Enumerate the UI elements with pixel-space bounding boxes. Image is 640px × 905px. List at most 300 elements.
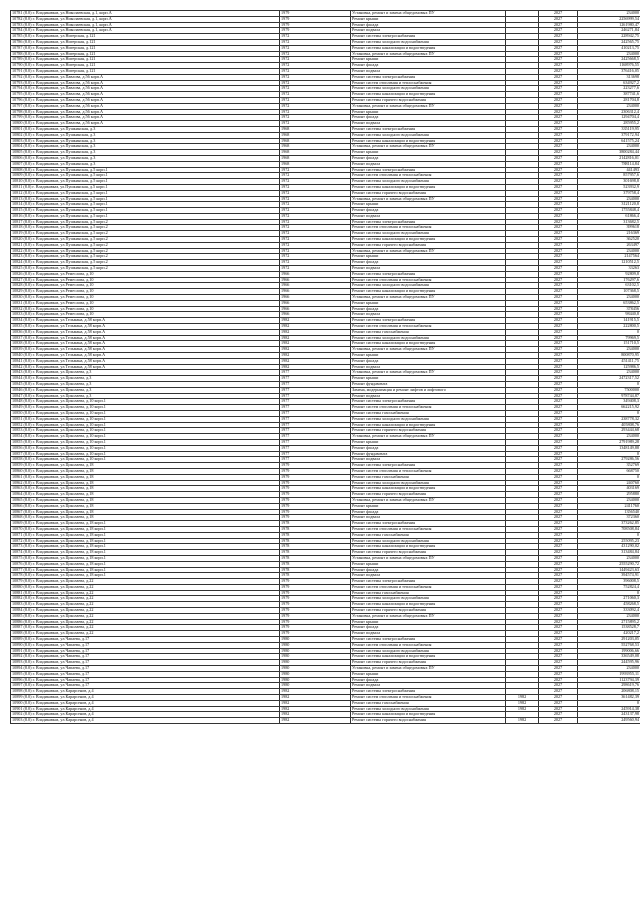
planned-year-cell: 2027 (539, 602, 578, 608)
address-cell: 10890 (8.0) г. Владикавказ, ул.Чапаева, д.17 (11, 642, 280, 648)
address-cell: 10867 (8.0) г. Владикавказ, ул.Цоколаева, д.18 (11, 509, 280, 515)
address-cell: 10900 (8.0) г. Владикавказ, ул.Карарсенов, д.4 (11, 700, 280, 706)
planned-year-cell: 2027 (539, 532, 578, 538)
address-cell: 10877 (8.0) г. Владикавказ, ул.Цоколаева, д.18 корп.1 (11, 567, 280, 573)
planned-year-cell: 2027 (539, 451, 578, 457)
address-cell: 10804 (8.0) г. Владикавказ, ул.Пушкинская, д.3 (11, 144, 280, 150)
planned-year-cell: 2027 (539, 16, 578, 22)
planned-year-cell: 2027 (539, 318, 578, 324)
address-cell: 10851 (8.0) г. Владикавказ, ул.Цоколаева, д.10 корп.1 (11, 416, 280, 422)
work-type-cell: Ремонт системы электроснабжения (351, 74, 506, 80)
cost-cell: 441493 (578, 167, 640, 173)
planned-year-cell: 2027 (539, 341, 578, 347)
cost-cell: 458268,5 (578, 602, 640, 608)
cost-cell: 378456 (578, 306, 640, 312)
address-cell: 10875 (8.0) г. Владикавказ, ул.Цоколаева, д.18 корп.1 (11, 555, 280, 561)
address-cell: 10895 (8.0) г. Владикавказ, ул.Чапаева, д.17 (11, 671, 280, 677)
cost-cell: 281704,8 (578, 97, 640, 103)
cost-cell: 1348149,88 (578, 445, 640, 451)
work-type-cell: Установка, ремонт и замена общедомовых ПУ (351, 347, 506, 353)
cost-cell: 352769 (578, 463, 640, 469)
work-type-cell: Ремонт системы канализации и водоотведения (351, 602, 506, 608)
construction-year-cell: 1968 (280, 161, 351, 167)
construction-year-cell: 1972 (280, 208, 351, 214)
planned-year-cell: 2027 (539, 405, 578, 411)
cost-cell: 61866,4 (578, 213, 640, 219)
cost-cell: 33263 (578, 266, 640, 272)
address-cell: 10837 (8.0) г. Владикавказ, ул.Тельмана, д.58 корп.А (11, 335, 280, 341)
planned-year-cell: 2027 (539, 387, 578, 393)
address-cell: 10813 (8.0) г. Владикавказ, ул.Пушкинская, д.5 корп.1 (11, 196, 280, 202)
cost-cell: 301698,8 (578, 179, 640, 185)
cost-cell: 2555290,72 (578, 561, 640, 567)
construction-year-cell: 1977 (280, 370, 351, 376)
construction-year-cell: 1966 (280, 300, 351, 306)
construction-year-cell: 1982 (280, 324, 351, 330)
address-cell: 10852 (8.0) г. Владикавказ, ул.Цоколаева, д.10 корп.1 (11, 422, 280, 428)
work-type-cell: Установка, ремонт и замена общедомовых ПУ (351, 196, 506, 202)
construction-year-cell: 1972 (280, 97, 351, 103)
cost-cell: 234000 (578, 555, 640, 561)
planned-year-cell: 2027 (539, 109, 578, 115)
planned-year-cell: 2027 (539, 370, 578, 376)
construction-year-cell: 1978 (280, 573, 351, 579)
planned-year-cell: 2027 (539, 718, 578, 724)
construction-year-cell: 1966 (280, 283, 351, 289)
work-type-cell: Ремонт крыши (351, 254, 506, 260)
planned-year-cell: 2027 (539, 509, 578, 515)
planned-year-cell: 2027 (539, 596, 578, 602)
planned-year-cell: 2027 (539, 86, 578, 92)
address-cell: 10899 (8.0) г. Владикавказ, ул.Карарсенов, д.4 (11, 695, 280, 701)
work-type-cell: Ремонт системы канализации и водоотведения (351, 544, 506, 550)
construction-year-cell: 1978 (280, 561, 351, 567)
work-type-cell: Ремонт системы газоснабжения (351, 329, 506, 335)
planned-year-cell: 2027 (539, 173, 578, 179)
construction-year-cell: 1977 (280, 382, 351, 388)
address-cell: 10802 (8.0) г. Владикавказ, ул.Пушкинская, д.3 (11, 132, 280, 138)
address-cell: 10860 (8.0) г. Владикавказ, ул.Цоколаева, д.18 (11, 468, 280, 474)
work-type-cell: Ремонт системы горячего водоснабжения (351, 718, 506, 724)
planned-year-cell: 2027 (539, 155, 578, 161)
address-cell: 10824 (8.0) г. Владикавказ, ул.Пушкинская, д.5 корп.2 (11, 260, 280, 266)
construction-year-cell: 1982 (280, 689, 351, 695)
planned-year-cell: 2027 (539, 184, 578, 190)
address-cell: 10888 (8.0) г. Владикавказ, ул.Цоколаева, д.22 (11, 631, 280, 637)
work-type-cell: Ремонт системы горячего водоснабжения (351, 190, 506, 196)
construction-year-cell: 1972 (280, 242, 351, 248)
cost-cell: 243137,98 (578, 712, 640, 718)
construction-year-cell: 1979 (280, 590, 351, 596)
address-cell: 10844 (8.0) г. Владикавказ, ул.Цоколаева, д.3 (11, 376, 280, 382)
work-type-cell: Ремонт системы электроснабжения (351, 271, 506, 277)
cost-cell: 1210512,5 (578, 260, 640, 266)
planned-year-cell: 2027 (539, 329, 578, 335)
construction-year-cell: 1972 (280, 219, 351, 225)
construction-year-cell: 1979 (280, 11, 351, 17)
construction-year-cell: 1979 (280, 625, 351, 631)
work-type-cell: Ремонт системы холодного водоснабжения (351, 416, 506, 422)
cost-cell: 1449423,63 (578, 567, 640, 573)
address-cell: 10845 (8.0) г. Владикавказ, ул.Цоколаева, д.3 (11, 382, 280, 388)
work-type-cell: Ремонт подвала (351, 266, 506, 272)
planned-year-cell: 2027 (539, 103, 578, 109)
cost-cell: 206808,15 (578, 689, 640, 695)
address-cell: 10859 (8.0) г. Владикавказ, ул.Цоколаева, д.18 (11, 463, 280, 469)
planned-year-cell: 2027 (539, 590, 578, 596)
planned-year-cell: 2027 (539, 637, 578, 643)
address-cell: 10882 (8.0) г. Владикавказ, ул.Цоколаева, д.22 (11, 596, 280, 602)
work-type-cell: Ремонт фасада (351, 625, 506, 631)
work-type-cell: Ремонт крыши (351, 561, 506, 567)
planned-year-cell: 2027 (539, 225, 578, 231)
work-type-cell: Ремонт системы канализации и водоотведения (351, 237, 506, 243)
address-cell: 10792 (8.0) г. Владикавказ, ул.Павлова, д.56 корп.А (11, 74, 280, 80)
construction-year-cell: 1977 (280, 376, 351, 382)
construction-year-cell: 1979 (280, 22, 351, 28)
work-type-cell: Ремонт систем отопления и теплоснабжения (351, 173, 506, 179)
construction-year-cell: 1972 (280, 260, 351, 266)
construction-year-cell: 1972 (280, 39, 351, 45)
work-type-cell: Ремонт системы канализации и водоотведения (351, 422, 506, 428)
address-cell: 10840 (8.0) г. Владикавказ, ул.Тельмана, д.58 корп.А (11, 353, 280, 359)
planned-year-cell: 2027 (539, 683, 578, 689)
construction-year-cell: 1978 (280, 567, 351, 573)
cost-cell: 125986,5 (578, 364, 640, 370)
register-sheet (10, 10, 639, 724)
construction-year-cell: 1972 (280, 184, 351, 190)
address-cell: 10787 (8.0) г. Владикавказ, ул.Нигерская, д.121 (11, 45, 280, 51)
address-cell: 10887 (8.0) г. Владикавказ, ул.Цоколаева, д.22 (11, 625, 280, 631)
table-row (11, 718, 640, 724)
work-type-cell: Ремонт системы канализации и водоотведения (351, 486, 506, 492)
cost-cell: 313682,5 (578, 219, 640, 225)
work-type-cell: Ремонт фасада (351, 445, 506, 451)
address-cell: 10868 (8.0) г. Владикавказ, ул.Цоколаева, д.18 (11, 515, 280, 521)
construction-year-cell: 1979 (280, 468, 351, 474)
cost-cell: 399618 (578, 225, 640, 231)
work-type-cell: Ремонт системы горячего водоснабжения (351, 660, 506, 666)
planned-year-cell: 2027 (539, 608, 578, 614)
work-type-cell: Ремонт системы холодного водоснабжения (351, 335, 506, 341)
work-type-cell: Ремонт системы газоснабжения (351, 532, 506, 538)
address-cell: 10836 (8.0) г. Владикавказ, ул.Тельмана, д.58 корп.А (11, 329, 280, 335)
work-type-cell: Ремонт системы канализации и водоотведения (351, 289, 506, 295)
address-cell: 10891 (8.0) г. Владикавказ, ул.Чапаева, д.17 (11, 648, 280, 654)
address-cell: 10853 (8.0) г. Владикавказ, ул.Цоколаева, д.10 корп.1 (11, 428, 280, 434)
work-type-cell: Ремонт систем отопления и теплоснабжения (351, 80, 506, 86)
planned-year-cell: 2027 (539, 434, 578, 440)
construction-year-cell: 1972 (280, 86, 351, 92)
planned-year-cell: 2027 (539, 364, 578, 370)
work-type-cell: Ремонт крыши (351, 503, 506, 509)
address-cell: 10864 (8.0) г. Владикавказ, ул.Цоколаева, д.18 (11, 492, 280, 498)
cost-cell: 1538528,7 (578, 625, 640, 631)
construction-year-cell: 1979 (280, 503, 351, 509)
construction-year-cell: 1972 (280, 115, 351, 121)
construction-year-cell: 1977 (280, 445, 351, 451)
planned-year-cell: 2027 (539, 712, 578, 718)
cost-cell: 141915,5 (578, 318, 640, 324)
planned-year-cell: 2027 (539, 428, 578, 434)
planned-year-cell: 2027 (539, 324, 578, 330)
address-cell: 10865 (8.0) г. Владикавказ, ул.Цоколаева, д.18 (11, 497, 280, 503)
cost-cell: 2256999,54 (578, 16, 640, 22)
cost-cell: 295880 (578, 492, 640, 498)
construction-year-cell: 1982 (280, 335, 351, 341)
planned-year-cell: 2027 (539, 544, 578, 550)
cost-cell: 216369 (578, 231, 640, 237)
construction-year-cell: 1979 (280, 608, 351, 614)
construction-year-cell: 1966 (280, 295, 351, 301)
work-type-cell: Ремонт системы холодного водоснабжения (351, 39, 506, 45)
construction-year-cell: 1977 (280, 451, 351, 457)
address-cell: 10819 (8.0) г. Владикавказ, ул.Пушкинская, д.5 корп.2 (11, 231, 280, 237)
work-type-cell: Ремонт системы электроснабжения (351, 318, 506, 324)
planned-year-cell: 2027 (539, 45, 578, 51)
cost-cell: 523932,9 (578, 184, 640, 190)
cost-cell: 285955,2 (578, 121, 640, 127)
address-cell: 10829 (8.0) г. Владикавказ, ул.Ремеслова, д.10 (11, 289, 280, 295)
address-cell: 10801 (8.0) г. Владикавказ, ул.Пушкинская, д.3 (11, 126, 280, 132)
planned-year-cell: 2027 (539, 666, 578, 672)
work-type-cell: Ремонт системы холодного водоснабжения (351, 231, 506, 237)
cost-cell: 223277,6 (578, 86, 640, 92)
cost-cell: 0 (578, 700, 640, 706)
cost-cell: 234000 (578, 11, 640, 17)
planned-year-cell: 2027 (539, 376, 578, 382)
construction-year-cell: 1977 (280, 387, 351, 393)
planned-year-cell: 2027 (539, 353, 578, 359)
address-cell: 10861 (8.0) г. Владикавказ, ул.Цоколаева, д.18 (11, 474, 280, 480)
construction-year-cell: 1978 (280, 555, 351, 561)
work-type-cell: Замена, модернизация и ремонт лифтов и лифтового (351, 387, 506, 393)
construction-year-cell: 1966 (280, 289, 351, 295)
construction-year-cell: 1980 (280, 677, 351, 683)
construction-year-cell: 1978 (280, 550, 351, 556)
planned-year-cell: 2027 (539, 393, 578, 399)
address-cell: 10781 (8.0) г. Владикавказ, ул.Николаевская, д.1, корп.А (11, 11, 280, 17)
planned-year-cell: 2027 (539, 208, 578, 214)
planned-year-cell: 2027 (539, 445, 578, 451)
cost-cell: 394574,91 (578, 573, 640, 579)
cost-cell: 240760 (578, 480, 640, 486)
work-type-cell: Ремонт системы канализации и водоотведения (351, 92, 506, 98)
address-cell: 10822 (8.0) г. Владикавказ, ул.Пушкинская, д.5 корп.2 (11, 248, 280, 254)
work-type-cell: Ремонт системы канализации и водоотведения (351, 712, 506, 718)
construction-year-cell: 1979 (280, 497, 351, 503)
cost-cell: 1755848,4 (578, 208, 640, 214)
work-type-cell: Ремонт подвала (351, 312, 506, 318)
cost-cell: 98440,8 (578, 312, 640, 318)
address-cell: 10883 (8.0) г. Владикавказ, ул.Цоколаева, д.22 (11, 602, 280, 608)
cost-cell: 151710,5 (578, 341, 640, 347)
work-type-cell: Ремонт системы электроснабжения (351, 34, 506, 40)
construction-year-cell: 1982 (280, 706, 351, 712)
address-cell: 10832 (8.0) г. Владикавказ, ул.Ремеслова, д.10 (11, 306, 280, 312)
planned-year-cell: 2027 (539, 11, 578, 17)
cost-cell: 2425668,5 (578, 57, 640, 63)
cost-cell: 978744,87 (578, 393, 640, 399)
planned-year-cell: 2027 (539, 497, 578, 503)
construction-year-cell: 1972 (280, 109, 351, 115)
cost-cell: 335119,95 (578, 126, 640, 132)
construction-year-cell: 1979 (280, 584, 351, 590)
cost-cell: 234000 (578, 144, 640, 150)
cost-cell: 2306312,4 (578, 109, 640, 115)
construction-year-cell: 1977 (280, 405, 351, 411)
cost-cell: 271060,3 (578, 596, 640, 602)
cost-cell: 1993955,11 (578, 671, 640, 677)
cost-cell: 234000 (578, 347, 640, 353)
work-type-cell: Ремонт системы канализации и водоотведения (351, 184, 506, 190)
construction-year-cell: 1982 (280, 358, 351, 364)
address-cell: 10823 (8.0) г. Владикавказ, ул.Пушкинская, д.5 корп.2 (11, 254, 280, 260)
planned-year-cell: 2027 (539, 306, 578, 312)
cost-cell: 263497 (578, 242, 640, 248)
address-cell: 10791 (8.0) г. Владикавказ, ул.Нигерская, д.121 (11, 68, 280, 74)
address-cell: 10878 (8.0) г. Владикавказ, ул.Цоколаева, д.18 корп.1 (11, 573, 280, 579)
planned-year-cell: 2027 (539, 677, 578, 683)
address-cell: 10889 (8.0) г. Владикавказ, ул.Чапаева, д.17 (11, 637, 280, 643)
cost-cell: 234000 (578, 103, 640, 109)
work-type-cell: Ремонт системы холодного водоснабжения (351, 132, 506, 138)
planned-year-cell: 2027 (539, 660, 578, 666)
planned-year-cell: 2027 (539, 289, 578, 295)
construction-year-cell: 1972 (280, 51, 351, 57)
planned-year-cell: 2027 (539, 80, 578, 86)
work-type-cell: Ремонт систем отопления и теплоснабжения (351, 405, 506, 411)
work-type-cell: Установка, ремонт и замена общедомовых ПУ (351, 434, 506, 440)
address-cell: 10874 (8.0) г. Владикавказ, ул.Цоколаева, д.18 корп.1 (11, 550, 280, 556)
planned-year-cell: 2027 (539, 57, 578, 63)
address-cell: 10873 (8.0) г. Владикавказ, ул.Цоколаева, д.18 корп.1 (11, 544, 280, 550)
planned-year-cell: 2027 (539, 121, 578, 127)
work-type-cell: Ремонт крыши (351, 109, 506, 115)
address-cell: 10903 (8.0) г. Владикавказ, ул.Карарсенов, д.4 (11, 718, 280, 724)
address-cell: 10862 (8.0) г. Владикавказ, ул.Цоколаева, д.18 (11, 480, 280, 486)
planned-year-cell: 2027 (539, 550, 578, 556)
cost-cell: 222800,5 (578, 324, 640, 330)
address-cell: 10811 (8.0) г. Владикавказ, ул.Пушкинская, д.5 корп.1 (11, 184, 280, 190)
address-cell: 10785 (8.0) г. Владикавказ, ул.Нигерская, д.121 (11, 34, 280, 40)
cost-cell: 244595,96 (578, 660, 640, 666)
cost-cell: 333092,4 (578, 608, 640, 614)
planned-year-cell: 2027 (539, 144, 578, 150)
work-type-cell: Ремонт подвала (351, 213, 506, 219)
planned-year-cell: 2027 (539, 138, 578, 144)
address-cell: 10812 (8.0) г. Владикавказ, ул.Пушкинская, д.5 корп.1 (11, 190, 280, 196)
planned-year-cell: 2027 (539, 161, 578, 167)
work-type-cell: Ремонт систем отопления и теплоснабжения (351, 526, 506, 532)
planned-year-cell: 2027 (539, 179, 578, 185)
cost-cell: 336549,08 (578, 654, 640, 660)
cost-cell: 0 (578, 532, 640, 538)
extra-year-cell: 1982 (506, 700, 539, 706)
planned-year-cell: 2027 (539, 573, 578, 579)
work-type-cell: Ремонт системы электроснабжения (351, 463, 506, 469)
planned-year-cell: 2027 (539, 347, 578, 353)
planned-year-cell: 2027 (539, 190, 578, 196)
cost-cell: 1123794,39 (578, 677, 640, 683)
address-cell: 10866 (8.0) г. Владикавказ, ул.Цоколаева, д.18 (11, 503, 280, 509)
construction-year-cell: 1972 (280, 63, 351, 69)
cost-cell: 662215,92 (578, 405, 640, 411)
address-cell: 10856 (8.0) г. Владикавказ, ул.Цоколаева, д.10 корп.1 (11, 445, 280, 451)
work-type-cell: Ремонт системы горячего водоснабжения (351, 242, 506, 248)
construction-year-cell: 1978 (280, 526, 351, 532)
work-type-cell: Ремонт фасада (351, 677, 506, 683)
construction-year-cell: 1982 (280, 347, 351, 353)
work-type-cell: Ремонт фасада (351, 260, 506, 266)
work-type-cell: Ремонт подвала (351, 121, 506, 127)
work-type-cell: Ремонт системы холодного водоснабжения (351, 706, 506, 712)
cost-cell: 405808,76 (578, 422, 640, 428)
construction-year-cell: 1972 (280, 254, 351, 260)
cost-cell: 234000 (578, 295, 640, 301)
work-type-cell: Ремонт крыши (351, 439, 506, 445)
construction-year-cell: 1979 (280, 16, 351, 22)
work-type-cell: Ремонт системы канализации и водоотведения (351, 138, 506, 144)
planned-year-cell: 2027 (539, 335, 578, 341)
cost-cell: 246271,84 (578, 28, 640, 34)
address-cell: 10803 (8.0) г. Владикавказ, ул.Пушкинская, д.3 (11, 138, 280, 144)
work-type-cell: Установка, ремонт и замена общедомовых ПУ (351, 666, 506, 672)
work-type-cell: Ремонт системы электроснабжения (351, 126, 506, 132)
construction-year-cell: 1982 (280, 341, 351, 347)
planned-year-cell: 2027 (539, 521, 578, 527)
address-cell: 10850 (8.0) г. Владикавказ, ул.Цоколаева, д.10 корп.1 (11, 410, 280, 416)
cost-cell: 293444,68 (578, 428, 640, 434)
address-cell: 10816 (8.0) г. Владикавказ, ул.Пушкинская, д.5 корп.1 (11, 213, 280, 219)
planned-year-cell: 2027 (539, 167, 578, 173)
planned-year-cell: 2027 (539, 213, 578, 219)
work-type-cell: Ремонт системы горячего водоснабжения (351, 428, 506, 434)
cost-cell: 313698 (578, 74, 640, 80)
construction-year-cell: 1982 (280, 700, 351, 706)
work-type-cell: Ремонт фасада (351, 567, 506, 573)
cost-cell: 199006,66 (578, 648, 640, 654)
planned-year-cell: 2027 (539, 463, 578, 469)
construction-year-cell: 1980 (280, 654, 351, 660)
work-type-cell: Ремонт систем отопления и теплоснабжения (351, 324, 506, 330)
construction-year-cell: 1972 (280, 179, 351, 185)
cost-cell: 0 (578, 590, 640, 596)
work-type-cell: Ремонт системы электроснабжения (351, 579, 506, 585)
cost-cell: 2411760 (578, 503, 640, 509)
work-type-cell: Ремонт системы канализации и водоотведения (351, 45, 506, 51)
work-type-cell: Ремонт системы горячего водоснабжения (351, 608, 506, 614)
work-type-cell: Ремонт фундамента (351, 382, 506, 388)
construction-year-cell: 1968 (280, 126, 351, 132)
work-type-cell: Ремонт фундамента (351, 451, 506, 457)
work-type-cell: Ремонт фасада (351, 358, 506, 364)
work-type-cell: Ремонт подвала (351, 631, 506, 637)
planned-year-cell: 2027 (539, 480, 578, 486)
address-cell: 10830 (8.0) г. Владикавказ, ул.Ремеслова, д.10 (11, 295, 280, 301)
address-cell: 10863 (8.0) г. Владикавказ, ул.Цоколаева, д.18 (11, 486, 280, 492)
construction-year-cell: 1979 (280, 619, 351, 625)
work-type-cell: Ремонт подвала (351, 457, 506, 463)
work-type-cell: Ремонт подвала (351, 515, 506, 521)
work-type-cell: Ремонт систем отопления и теплоснабжения (351, 584, 506, 590)
construction-year-cell: 1972 (280, 248, 351, 254)
construction-year-cell: 1982 (280, 712, 351, 718)
address-cell: 10848 (8.0) г. Владикавказ, ул.Цоколаева, д.10 корп.1 (11, 399, 280, 405)
planned-year-cell: 2027 (539, 416, 578, 422)
cost-cell: 788114,84 (578, 161, 640, 167)
address-cell: 10870 (8.0) г. Владикавказ, ул.Цоколаева, д.18 корп.1 (11, 526, 280, 532)
